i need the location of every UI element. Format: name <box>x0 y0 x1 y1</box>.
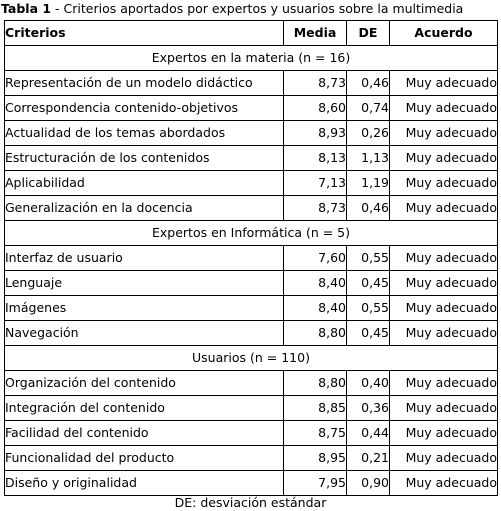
table-row <box>5 396 498 421</box>
table-caption-label: Tabla 1 <box>1 1 52 16</box>
cell-de: 0,45 <box>347 321 390 346</box>
cell-criterio: Representación de un modelo didáctico <box>5 71 284 96</box>
cell-criterio: Facilidad del contenido <box>5 421 284 446</box>
cell-criterio: Diseño y originalidad <box>5 471 284 496</box>
cell-media: 8,85 <box>284 396 347 421</box>
cell-criterio: Generalización en la docencia <box>5 196 284 221</box>
table-caption <box>1 0 463 19</box>
table-row <box>5 421 498 446</box>
header-acuerdo: Acuerdo <box>390 21 498 46</box>
cell-criterio: Correspondencia contenido-objetivos <box>5 96 284 121</box>
cell-media: 8,40 <box>284 296 347 321</box>
table-row <box>5 71 498 96</box>
cell-criterio: Organización del contenido <box>5 371 284 396</box>
cell-acuerdo: Muy adecuado <box>390 96 498 121</box>
cell-criterio: Navegación <box>5 321 284 346</box>
cell-de: 0,55 <box>347 246 390 271</box>
cell-acuerdo: Muy adecuado <box>390 471 498 496</box>
cell-media: 8,40 <box>284 271 347 296</box>
cell-media: 7,13 <box>284 171 347 196</box>
cell-acuerdo: Muy adecuado <box>390 146 498 171</box>
cell-media: 8,80 <box>284 371 347 396</box>
cell-de: 0,44 <box>347 421 390 446</box>
group-title: Usuarios (n = 110) <box>5 346 498 371</box>
table-row <box>5 121 498 146</box>
cell-media: 7,60 <box>284 246 347 271</box>
group-title: Expertos en la materia (n = 16) <box>5 46 498 71</box>
cell-de: 0,55 <box>347 296 390 321</box>
cell-media: 8,73 <box>284 71 347 96</box>
group-row <box>5 46 498 71</box>
cell-de: 1,13 <box>347 146 390 171</box>
cell-criterio: Lenguaje <box>5 271 284 296</box>
cell-media: 8,80 <box>284 321 347 346</box>
cell-acuerdo: Muy adecuado <box>390 296 498 321</box>
cell-acuerdo: Muy adecuado <box>390 446 498 471</box>
cell-media: 7,95 <box>284 471 347 496</box>
cell-acuerdo: Muy adecuado <box>390 71 498 96</box>
table-caption-text: - Criterios aportados por expertos y usuarios sobre la multimedia <box>51 1 464 16</box>
cell-criterio: Estructuración de los contenidos <box>5 146 284 171</box>
cell-acuerdo: Muy adecuado <box>390 371 498 396</box>
cell-de: 0,46 <box>347 196 390 221</box>
table-row <box>5 296 498 321</box>
header-de: DE <box>347 21 390 46</box>
table-header-row <box>5 21 498 46</box>
cell-acuerdo: Muy adecuado <box>390 171 498 196</box>
cell-acuerdo: Muy adecuado <box>390 271 498 296</box>
table-row <box>5 96 498 121</box>
cell-acuerdo: Muy adecuado <box>390 421 498 446</box>
cell-criterio: Integración del contenido <box>5 396 284 421</box>
group-row <box>5 221 498 246</box>
table-row <box>5 471 498 496</box>
cell-criterio: Actualidad de los temas abordados <box>5 121 284 146</box>
table-row <box>5 196 498 221</box>
cell-de: 0,36 <box>347 396 390 421</box>
cell-acuerdo: Muy adecuado <box>390 121 498 146</box>
cell-de: 0,21 <box>347 446 390 471</box>
table-row <box>5 271 498 296</box>
table-row <box>5 171 498 196</box>
cell-media: 8,93 <box>284 121 347 146</box>
cell-de: 0,74 <box>347 96 390 121</box>
cell-media: 8,60 <box>284 96 347 121</box>
table-row <box>5 371 498 396</box>
cell-criterio: Imágenes <box>5 296 284 321</box>
cell-criterio: Interfaz de usuario <box>5 246 284 271</box>
cell-media: 8,13 <box>284 146 347 171</box>
cell-media: 8,73 <box>284 196 347 221</box>
cell-de: 0,45 <box>347 271 390 296</box>
cell-de: 0,26 <box>347 121 390 146</box>
cell-de: 0,40 <box>347 371 390 396</box>
table-row <box>5 321 498 346</box>
cell-acuerdo: Muy adecuado <box>390 396 498 421</box>
criteria-table <box>4 20 498 496</box>
cell-de: 1,19 <box>347 171 390 196</box>
cell-media: 8,75 <box>284 421 347 446</box>
header-criterios: Criterios <box>5 21 284 46</box>
cell-acuerdo: Muy adecuado <box>390 321 498 346</box>
cell-acuerdo: Muy adecuado <box>390 196 498 221</box>
table-row <box>5 146 498 171</box>
table-row <box>5 246 498 271</box>
cell-de: 0,90 <box>347 471 390 496</box>
cell-criterio: Funcionalidad del producto <box>5 446 284 471</box>
cell-acuerdo: Muy adecuado <box>390 246 498 271</box>
cell-criterio: Aplicabilidad <box>5 171 284 196</box>
cell-media: 8,95 <box>284 446 347 471</box>
table-footnote: DE: desviación estándar <box>174 495 327 510</box>
cell-de: 0,46 <box>347 71 390 96</box>
table-row <box>5 446 498 471</box>
header-media: Media <box>284 21 347 46</box>
group-row <box>5 346 498 371</box>
group-title: Expertos en Informática (n = 5) <box>5 221 498 246</box>
